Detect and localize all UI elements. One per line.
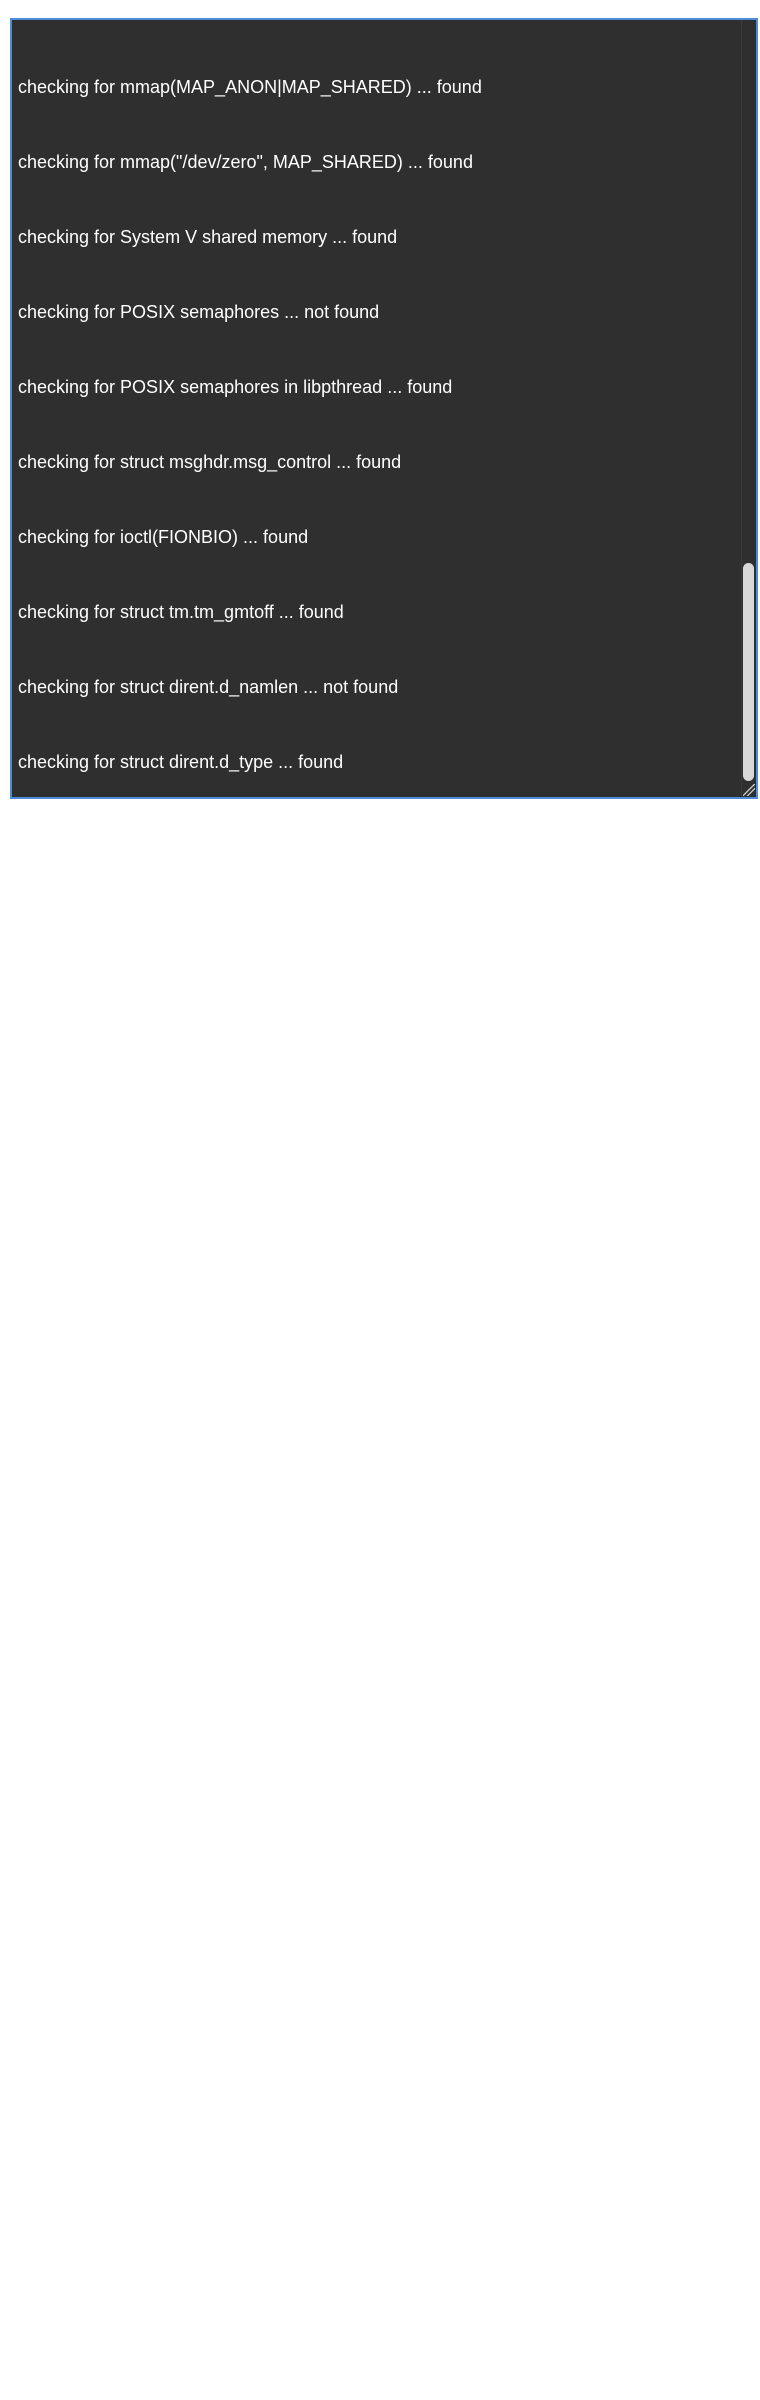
terminal-line: (specified by the LUAJIT_LIB and LUAJIT_INC env, with -ldl) ... not found bbox=[18, 1502, 602, 1522]
terminal-error-line: □[31m安装失败，请截图以上报错信息发帖至论坛www.bt.cn/bbs求助□[0m bbox=[18, 2327, 604, 2347]
separator-line: === bbox=[18, 2177, 50, 2197]
terminal-line: checking for System V shared memory ... found bbox=[18, 227, 398, 247]
terminal-error-line: □[31mERROR: nginx-1.15.10 installation failed.□[0m bbox=[18, 2252, 437, 2272]
terminal-line: checking for struct dirent.d_type ... found bbox=[18, 752, 344, 772]
terminal-line: adding module in /www/server/nginx/src/ngx_devel_kit bbox=[18, 1202, 452, 1222]
terminal-line: checking for struct msghdr.msg_control ... found bbox=[18, 452, 402, 472]
terminal-line: make: *** No rule to make target 'build', needed by 'default'. Stop. bbox=[18, 1952, 539, 1972]
scrollbar-thumb[interactable] bbox=[743, 563, 754, 781]
terminal-line: + ngx_devel_kit was configured bbox=[24, 1277, 276, 1297]
terminal-line: LUAJIT_LIB is defined as /usr/local/lib and LUAJIT_INC (path for lua.h) bbox=[18, 1802, 585, 1822]
terminal-line: checking for mmap("/dev/zero", MAP_SHARED) ... found bbox=[18, 152, 473, 172]
terminal-line: checking for POSIX semaphores ... not found bbox=[18, 302, 380, 322]
terminal-line: checking for ioctl(FIONBIO) ... found bbox=[18, 527, 309, 547]
terminal-line: make: *** No rule to make target 'install'. Stop. bbox=[18, 2027, 387, 2047]
terminal-line: checking for LuaJIT library in /usr/local/lib and /usr/local/include/luajit-2.0/ bbox=[18, 1577, 600, 1597]
terminal-line: checking for LuaJIT library in /usr/local/lib and /usr/local/include/luajit-2.0/ bbox=[18, 1427, 600, 1447]
terminal-output-panel[interactable] bbox=[10, 18, 758, 2347]
terminal-line: /usr/local/include/luajit-2.0/, but we cannot find LuaJIT there. bbox=[18, 1877, 497, 1897]
terminal-line: checking for sysconf(_SC_LEVEL1_DCACHE_LINESIZE) ... found bbox=[18, 902, 551, 922]
terminal-line: (specified by the LUAJIT_LIB and LUAJIT_INC env) ... not found bbox=[18, 1652, 533, 1672]
terminal-log bbox=[18, 25, 738, 2347]
terminal-line: checking for POSIX semaphores in libpthread ... found bbox=[18, 377, 453, 397]
resize-grip-icon[interactable] bbox=[743, 784, 755, 796]
terminal-line: checking for openat(), fstatat() ... found bbox=[18, 977, 329, 997]
terminal-line: adding module in /www/server/nginx/src/lua_nginx_module bbox=[18, 1352, 488, 1372]
terminal-error-line: ./configure: error: ngx_http_lua_module requires the Lua or LuaJIT library and bbox=[59, 1727, 679, 1747]
terminal-line: checking for mmap(MAP_ANON|MAP_SHARED) ... found bbox=[18, 77, 482, 97]
terminal-line: checking for struct tm.tm_gmtoff ... found bbox=[18, 602, 344, 622]
terminal-line: checking for struct dirent.d_namlen ... not found bbox=[18, 677, 399, 697]
vertical-scrollbar[interactable] bbox=[741, 20, 756, 797]
terminal-line: checking for sysconf(_SC_NPROCESSORS_ONLN) ... found bbox=[18, 827, 509, 847]
separator-line: ==================================================== bbox=[18, 2102, 565, 2122]
terminal-line: configuring additional modules bbox=[18, 1127, 262, 1147]
terminal-line: checking for getaddrinfo() ... found bbox=[18, 1052, 293, 1072]
